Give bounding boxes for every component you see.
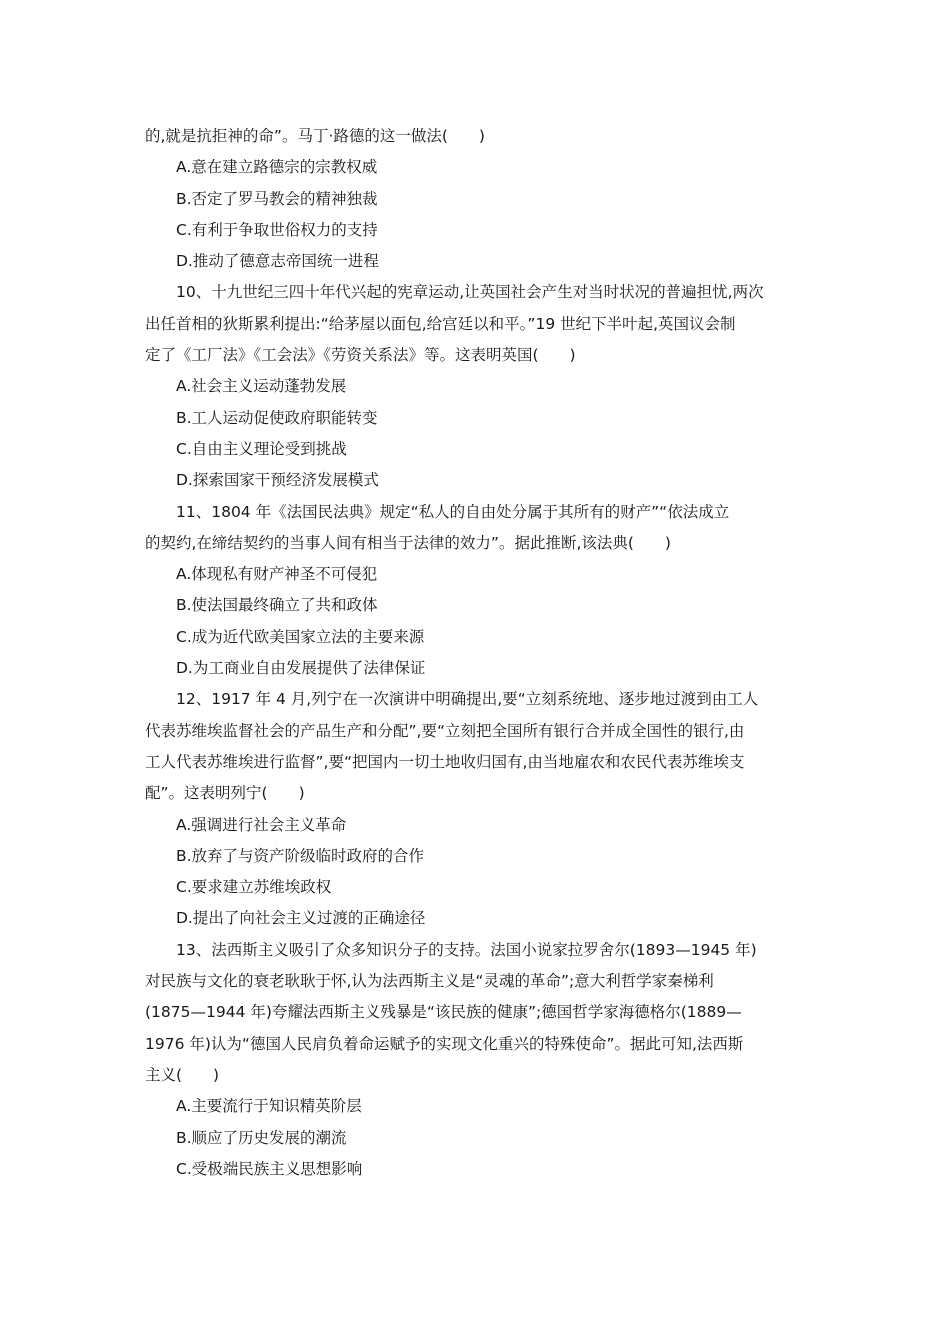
q10-stem-line-1: 10、十九世纪三四十年代兴起的宪章运动,让英国社会产生对当时状况的普遍担忧,两次	[176, 283, 764, 302]
q13-stem-line-3: (1875—1944 年)夸耀法西斯主义残暴是“该民族的健康”;德国哲学家海德格尔(1889—	[145, 1003, 742, 1022]
q12-stem-line-3: 工人代表苏维埃进行监督”,要“把国内一切土地收归国有,由当地雇农和农民代表苏维埃支	[145, 752, 745, 771]
q13-stem-line-2: 对民族与文化的衰老耿耿于怀,认为法西斯主义是“灵魂的革命”;意大利哲学家秦梯利	[145, 972, 714, 991]
q9-option-c: C.有利于争取世俗权力的支持	[176, 220, 378, 239]
q11-stem-line-1: 11、1804 年《法国民法典》规定“私人的自由处分属于其所有的财产”“依法成立	[176, 502, 730, 521]
q10-option-b: B.工人运动促使政府职能转变	[176, 408, 378, 427]
q10-stem-line-3: 定了《工厂法》《工会法》《劳资关系法》等。这表明英国( )	[145, 346, 576, 365]
exam-page	[145, 121, 810, 1185]
q11-option-a: A.体现私有财产神圣不可侵犯	[176, 565, 378, 584]
q12-option-a: A.强调进行社会主义革命	[176, 815, 347, 834]
q12-stem-line-2: 代表苏维埃监督社会的产品生产和分配”,要“立刻把全国所有银行合并成全国性的银行,由	[145, 721, 745, 740]
q13-stem-line-4: 1976 年)认为“德国人民肩负着命运赋予的实现文化重兴的特殊使命”。据此可知,法西斯	[145, 1034, 744, 1053]
q13-option-c: C.受极端民族主义思想影响	[176, 1159, 363, 1178]
q11-option-b: B.使法国最终确立了共和政体	[176, 596, 378, 615]
q9-option-d: D.推动了德意志帝国统一进程	[176, 252, 379, 271]
q10-option-d: D.探索国家干预经济发展模式	[176, 471, 379, 490]
q13-option-a: A.主要流行于知识精英阶层	[176, 1097, 362, 1116]
q9-stem-tail: 的,就是抗拒神的命”。马丁·路德的这一做法( )	[145, 127, 485, 145]
q9-option-a: A.意在建立路德宗的宗教权威	[176, 158, 378, 177]
q10-option-c: C.自由主义理论受到挑战	[176, 439, 347, 458]
q13-option-b: B.顺应了历史发展的潮流	[176, 1128, 347, 1147]
q9-option-b: B.否定了罗马教会的精神独裁	[176, 189, 378, 208]
q10-stem-line-2: 出任首相的狄斯累利提出:“给茅屋以面包,给宫廷以和平。”19 世纪下半叶起,英国议会制	[145, 314, 736, 333]
q10-option-a: A.社会主义运动蓬勃发展	[176, 377, 347, 396]
q13-stem-line-1: 13、法西斯主义吸引了众多知识分子的支持。法国小说家拉罗舍尔(1893—1945 年)	[176, 940, 757, 959]
q13-stem-line-5: 主义( )	[145, 1065, 220, 1084]
q11-stem-line-2: 的契约,在缔结契约的当事人间有相当于法律的效力”。据此推断,该法典( )	[145, 533, 671, 552]
q12-option-c: C.要求建立苏维埃政权	[176, 878, 332, 897]
q11-option-c: C.成为近代欧美国家立法的主要来源	[176, 627, 425, 646]
q12-stem-line-4: 配”。这表明列宁( )	[145, 784, 305, 803]
q12-stem-line-1: 12、1917 年 4 月,列宁在一次演讲中明确提出,要“立刻系统地、逐步地过渡到由工人	[176, 690, 759, 709]
q12-option-d: D.提出了向社会主义过渡的正确途径	[176, 909, 426, 928]
q12-option-b: B.放弃了与资产阶级临时政府的合作	[176, 846, 425, 865]
q11-option-d: D.为工商业自由发展提供了法律保证	[176, 659, 426, 678]
